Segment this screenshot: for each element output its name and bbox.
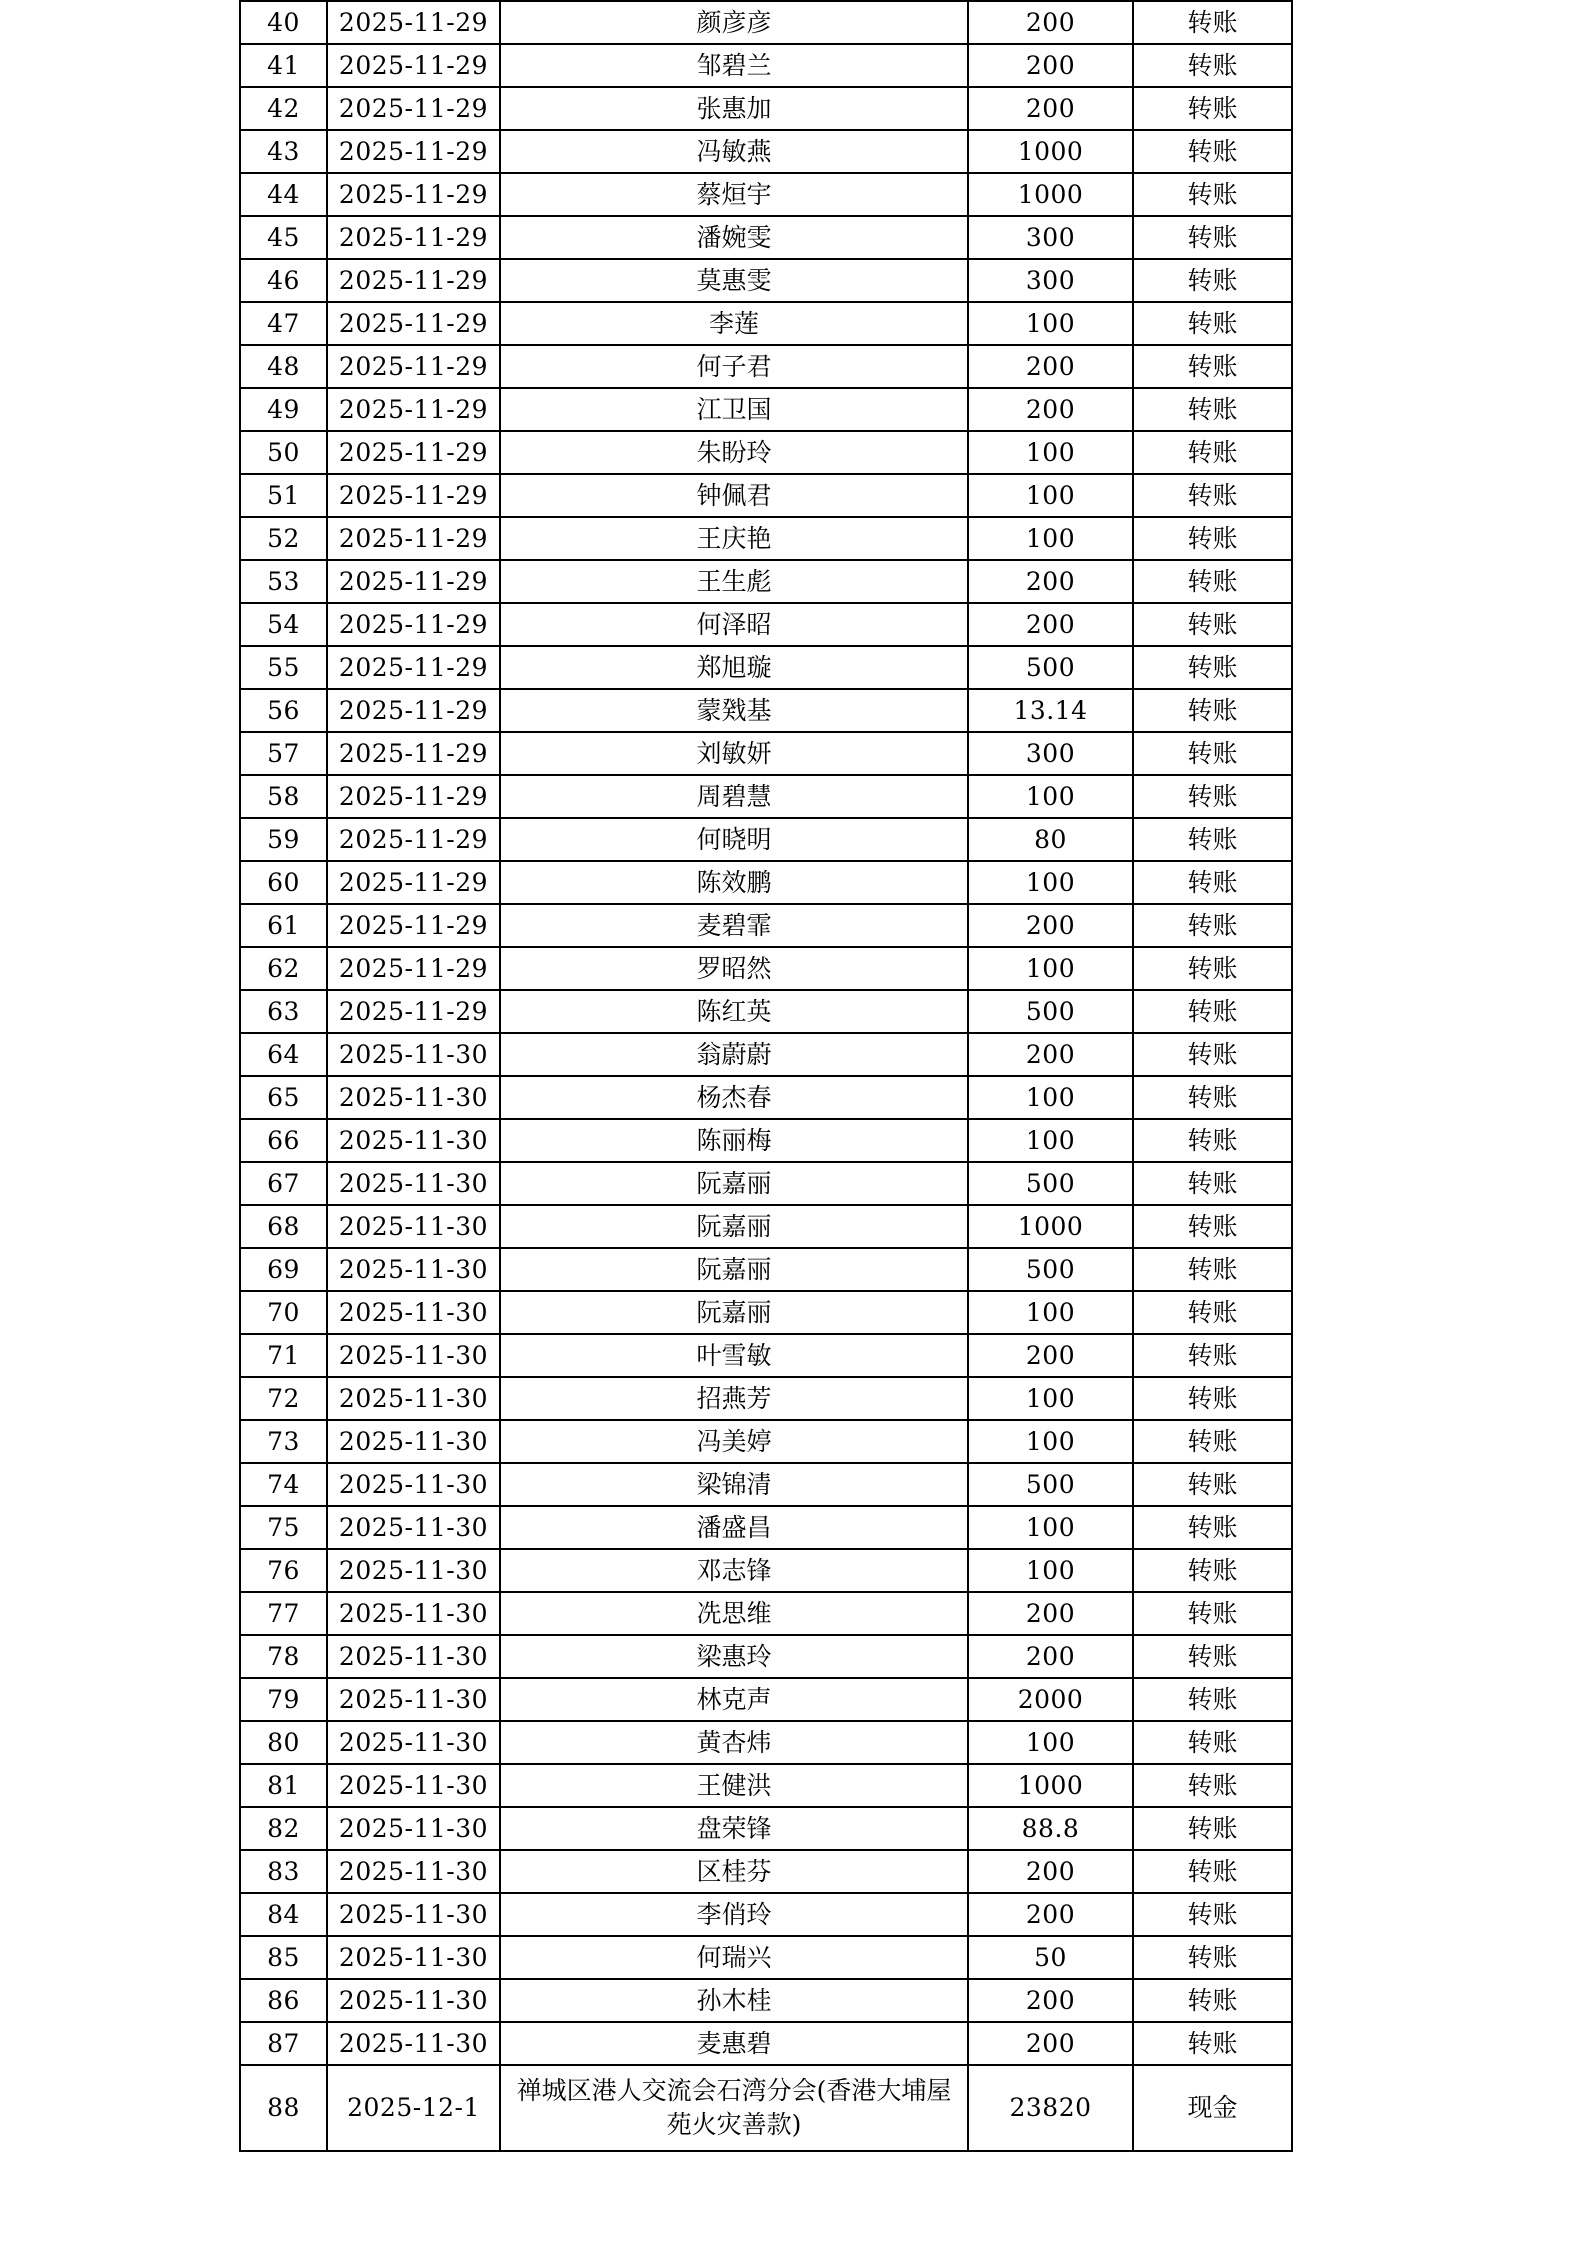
payment-method-cell: 转账 — [1133, 302, 1292, 345]
row-number-cell: 44 — [240, 173, 327, 216]
table-row — [240, 1506, 1292, 1549]
payment-method-cell: 转账 — [1133, 1033, 1292, 1076]
table-row — [240, 603, 1292, 646]
table-row — [240, 1, 1292, 44]
amount-cell: 100 — [968, 1076, 1133, 1119]
donor-name-cell: 周碧慧 — [500, 775, 968, 818]
amount-cell: 500 — [968, 1162, 1133, 1205]
payment-method-cell: 转账 — [1133, 1635, 1292, 1678]
donor-name-cell: 罗昭然 — [500, 947, 968, 990]
date-cell: 2025-11-30 — [327, 1377, 500, 1420]
payment-method-cell: 转账 — [1133, 1205, 1292, 1248]
payment-method-cell: 转账 — [1133, 1377, 1292, 1420]
donor-name-cell: 潘婉雯 — [500, 216, 968, 259]
row-number-cell: 50 — [240, 431, 327, 474]
table-row — [240, 1205, 1292, 1248]
amount-cell: 200 — [968, 1979, 1133, 2022]
amount-cell: 100 — [968, 1721, 1133, 1764]
table-row — [240, 173, 1292, 216]
row-number-cell: 59 — [240, 818, 327, 861]
amount-cell: 80 — [968, 818, 1133, 861]
payment-method-cell: 转账 — [1133, 431, 1292, 474]
amount-cell: 200 — [968, 1850, 1133, 1893]
donor-name-cell: 黄杏炜 — [500, 1721, 968, 1764]
table-row — [240, 1592, 1292, 1635]
payment-method-cell: 转账 — [1133, 130, 1292, 173]
date-cell: 2025-11-30 — [327, 1420, 500, 1463]
donor-name-cell: 蔡烜宇 — [500, 173, 968, 216]
table-row — [240, 431, 1292, 474]
date-cell: 2025-12-1 — [327, 2065, 500, 2151]
table-row — [240, 1119, 1292, 1162]
amount-cell: 50 — [968, 1936, 1133, 1979]
row-number-cell: 64 — [240, 1033, 327, 1076]
donor-name-cell: 杨杰春 — [500, 1076, 968, 1119]
payment-method-cell: 转账 — [1133, 1979, 1292, 2022]
date-cell: 2025-11-29 — [327, 345, 500, 388]
table-row — [240, 2022, 1292, 2065]
payment-method-cell: 转账 — [1133, 1334, 1292, 1377]
date-cell: 2025-11-29 — [327, 130, 500, 173]
row-number-cell: 47 — [240, 302, 327, 345]
row-number-cell: 49 — [240, 388, 327, 431]
table-row — [240, 1291, 1292, 1334]
date-cell: 2025-11-29 — [327, 474, 500, 517]
payment-method-cell: 转账 — [1133, 87, 1292, 130]
amount-cell: 23820 — [968, 2065, 1133, 2151]
table-row — [240, 1248, 1292, 1291]
row-number-cell: 58 — [240, 775, 327, 818]
date-cell: 2025-11-29 — [327, 947, 500, 990]
amount-cell: 200 — [968, 388, 1133, 431]
payment-method-cell: 转账 — [1133, 44, 1292, 87]
table-row — [240, 990, 1292, 1033]
amount-cell: 100 — [968, 1420, 1133, 1463]
table-row — [240, 1893, 1292, 1936]
date-cell: 2025-11-30 — [327, 1205, 500, 1248]
amount-cell: 100 — [968, 1377, 1133, 1420]
row-number-cell: 75 — [240, 1506, 327, 1549]
table-row — [240, 1549, 1292, 1592]
row-number-cell: 68 — [240, 1205, 327, 1248]
payment-method-cell: 转账 — [1133, 689, 1292, 732]
donor-name-cell: 何子君 — [500, 345, 968, 388]
date-cell: 2025-11-29 — [327, 775, 500, 818]
row-number-cell: 79 — [240, 1678, 327, 1721]
date-cell: 2025-11-29 — [327, 689, 500, 732]
date-cell: 2025-11-29 — [327, 646, 500, 689]
row-number-cell: 45 — [240, 216, 327, 259]
row-number-cell: 55 — [240, 646, 327, 689]
table-row — [240, 1721, 1292, 1764]
date-cell: 2025-11-30 — [327, 1678, 500, 1721]
row-number-cell: 70 — [240, 1291, 327, 1334]
amount-cell: 1000 — [968, 173, 1133, 216]
donor-name-cell: 何晓明 — [500, 818, 968, 861]
donor-name-cell: 阮嘉丽 — [500, 1205, 968, 1248]
donor-name-cell: 盘荣锋 — [500, 1807, 968, 1850]
row-number-cell: 86 — [240, 1979, 327, 2022]
date-cell: 2025-11-30 — [327, 1119, 500, 1162]
donor-name-cell: 林克声 — [500, 1678, 968, 1721]
row-number-cell: 57 — [240, 732, 327, 775]
donor-name-cell: 区桂芬 — [500, 1850, 968, 1893]
donor-name-cell: 陈红英 — [500, 990, 968, 1033]
payment-method-cell: 转账 — [1133, 1420, 1292, 1463]
date-cell: 2025-11-29 — [327, 259, 500, 302]
amount-cell: 100 — [968, 947, 1133, 990]
amount-cell: 100 — [968, 474, 1133, 517]
donor-name-cell: 李俏玲 — [500, 1893, 968, 1936]
date-cell: 2025-11-30 — [327, 1936, 500, 1979]
amount-cell: 200 — [968, 560, 1133, 603]
donation-table — [239, 0, 1293, 2152]
date-cell: 2025-11-29 — [327, 560, 500, 603]
date-cell: 2025-11-30 — [327, 1463, 500, 1506]
table-row — [240, 1033, 1292, 1076]
payment-method-cell: 转账 — [1133, 1506, 1292, 1549]
donor-name-cell: 邹碧兰 — [500, 44, 968, 87]
table-row — [240, 1936, 1292, 1979]
donor-name-cell: 蒙戣基 — [500, 689, 968, 732]
donor-name-cell: 王生彪 — [500, 560, 968, 603]
payment-method-cell: 转账 — [1133, 1678, 1292, 1721]
donor-name-cell: 陈效鹏 — [500, 861, 968, 904]
amount-cell: 200 — [968, 1635, 1133, 1678]
table-row — [240, 1076, 1292, 1119]
payment-method-cell: 转账 — [1133, 560, 1292, 603]
row-number-cell: 60 — [240, 861, 327, 904]
donor-name-cell: 招燕芳 — [500, 1377, 968, 1420]
amount-cell: 100 — [968, 1291, 1133, 1334]
row-number-cell: 40 — [240, 1, 327, 44]
date-cell: 2025-11-29 — [327, 44, 500, 87]
date-cell: 2025-11-30 — [327, 1291, 500, 1334]
row-number-cell: 63 — [240, 990, 327, 1033]
date-cell: 2025-11-30 — [327, 1764, 500, 1807]
date-cell: 2025-11-30 — [327, 1162, 500, 1205]
amount-cell: 500 — [968, 646, 1133, 689]
table-row — [240, 1420, 1292, 1463]
donor-name-cell: 莫惠雯 — [500, 259, 968, 302]
amount-cell: 200 — [968, 1893, 1133, 1936]
date-cell: 2025-11-30 — [327, 1807, 500, 1850]
row-number-cell: 72 — [240, 1377, 327, 1420]
table-row — [240, 1850, 1292, 1893]
amount-cell: 500 — [968, 1248, 1133, 1291]
donor-name-cell: 郑旭璇 — [500, 646, 968, 689]
table-row — [240, 775, 1292, 818]
date-cell: 2025-11-30 — [327, 1592, 500, 1635]
payment-method-cell: 转账 — [1133, 216, 1292, 259]
donor-name-cell: 梁惠玲 — [500, 1635, 968, 1678]
donation-table-body — [240, 1, 1292, 2151]
table-row — [240, 216, 1292, 259]
row-number-cell: 65 — [240, 1076, 327, 1119]
date-cell: 2025-11-29 — [327, 517, 500, 560]
table-row — [240, 388, 1292, 431]
table-row — [240, 1463, 1292, 1506]
table-row — [240, 732, 1292, 775]
date-cell: 2025-11-29 — [327, 302, 500, 345]
row-number-cell: 80 — [240, 1721, 327, 1764]
amount-cell: 100 — [968, 861, 1133, 904]
date-cell: 2025-11-30 — [327, 1076, 500, 1119]
table-row — [240, 1678, 1292, 1721]
row-number-cell: 67 — [240, 1162, 327, 1205]
row-number-cell: 48 — [240, 345, 327, 388]
row-number-cell: 43 — [240, 130, 327, 173]
donor-name-cell: 梁锦清 — [500, 1463, 968, 1506]
amount-cell: 200 — [968, 44, 1133, 87]
table-row — [240, 646, 1292, 689]
amount-cell: 200 — [968, 2022, 1133, 2065]
donor-name-cell: 孙木桂 — [500, 1979, 968, 2022]
date-cell: 2025-11-29 — [327, 388, 500, 431]
amount-cell: 100 — [968, 1506, 1133, 1549]
payment-method-cell: 转账 — [1133, 1, 1292, 44]
payment-method-cell: 转账 — [1133, 904, 1292, 947]
amount-cell: 100 — [968, 517, 1133, 560]
donor-name-cell: 陈丽梅 — [500, 1119, 968, 1162]
payment-method-cell: 转账 — [1133, 517, 1292, 560]
payment-method-cell: 转账 — [1133, 861, 1292, 904]
amount-cell: 200 — [968, 1033, 1133, 1076]
table-row — [240, 1979, 1292, 2022]
date-cell: 2025-11-29 — [327, 732, 500, 775]
payment-method-cell: 转账 — [1133, 474, 1292, 517]
donor-name-cell: 阮嘉丽 — [500, 1248, 968, 1291]
date-cell: 2025-11-30 — [327, 1248, 500, 1291]
row-number-cell: 66 — [240, 1119, 327, 1162]
amount-cell: 200 — [968, 603, 1133, 646]
donor-name-cell: 叶雪敏 — [500, 1334, 968, 1377]
donor-name-cell: 邓志锋 — [500, 1549, 968, 1592]
amount-cell: 88.8 — [968, 1807, 1133, 1850]
payment-method-cell: 转账 — [1133, 1893, 1292, 1936]
payment-method-cell: 转账 — [1133, 1936, 1292, 1979]
amount-cell: 13.14 — [968, 689, 1133, 732]
row-number-cell: 77 — [240, 1592, 327, 1635]
payment-method-cell: 转账 — [1133, 259, 1292, 302]
table-row — [240, 345, 1292, 388]
date-cell: 2025-11-29 — [327, 216, 500, 259]
table-row — [240, 1807, 1292, 1850]
table-row — [240, 1764, 1292, 1807]
date-cell: 2025-11-30 — [327, 1850, 500, 1893]
table-row — [240, 517, 1292, 560]
amount-cell: 300 — [968, 259, 1133, 302]
payment-method-cell: 转账 — [1133, 947, 1292, 990]
donor-name-cell: 阮嘉丽 — [500, 1162, 968, 1205]
payment-method-cell: 现金 — [1133, 2065, 1292, 2151]
payment-method-cell: 转账 — [1133, 1850, 1292, 1893]
payment-method-cell: 转账 — [1133, 732, 1292, 775]
table-row — [240, 1162, 1292, 1205]
payment-method-cell: 转账 — [1133, 1291, 1292, 1334]
amount-cell: 200 — [968, 345, 1133, 388]
date-cell: 2025-11-29 — [327, 173, 500, 216]
row-number-cell: 52 — [240, 517, 327, 560]
amount-cell: 200 — [968, 1, 1133, 44]
row-number-cell: 73 — [240, 1420, 327, 1463]
table-row — [240, 474, 1292, 517]
row-number-cell: 81 — [240, 1764, 327, 1807]
donor-name-cell: 江卫国 — [500, 388, 968, 431]
row-number-cell: 74 — [240, 1463, 327, 1506]
date-cell: 2025-11-29 — [327, 818, 500, 861]
table-row — [240, 818, 1292, 861]
amount-cell: 2000 — [968, 1678, 1133, 1721]
row-number-cell: 53 — [240, 560, 327, 603]
table-row — [240, 904, 1292, 947]
payment-method-cell: 转账 — [1133, 1119, 1292, 1162]
table-row — [240, 1635, 1292, 1678]
amount-cell: 1000 — [968, 1764, 1133, 1807]
date-cell: 2025-11-29 — [327, 603, 500, 646]
payment-method-cell: 转账 — [1133, 345, 1292, 388]
donor-name-cell: 冯美婷 — [500, 1420, 968, 1463]
date-cell: 2025-11-29 — [327, 431, 500, 474]
payment-method-cell: 转账 — [1133, 1549, 1292, 1592]
donor-name-cell: 何泽昭 — [500, 603, 968, 646]
date-cell: 2025-11-29 — [327, 904, 500, 947]
table-row — [240, 1377, 1292, 1420]
row-number-cell: 46 — [240, 259, 327, 302]
date-cell: 2025-11-30 — [327, 1549, 500, 1592]
donor-name-cell: 禅城区港人交流会石湾分会(香港大埔屋苑火灾善款) — [500, 2065, 968, 2151]
amount-cell: 100 — [968, 302, 1133, 345]
payment-method-cell: 转账 — [1133, 775, 1292, 818]
donor-name-cell: 李莲 — [500, 302, 968, 345]
date-cell: 2025-11-30 — [327, 1635, 500, 1678]
amount-cell: 1000 — [968, 130, 1133, 173]
table-row — [240, 689, 1292, 732]
donor-name-cell: 麦惠碧 — [500, 2022, 968, 2065]
donor-name-cell: 颜彦彦 — [500, 1, 968, 44]
payment-method-cell: 转账 — [1133, 1463, 1292, 1506]
payment-method-cell: 转账 — [1133, 1592, 1292, 1635]
table-row — [240, 947, 1292, 990]
date-cell: 2025-11-29 — [327, 861, 500, 904]
donor-name-cell: 翁蔚蔚 — [500, 1033, 968, 1076]
donor-name-cell: 冼思维 — [500, 1592, 968, 1635]
amount-cell: 200 — [968, 87, 1133, 130]
row-number-cell: 51 — [240, 474, 327, 517]
row-number-cell: 83 — [240, 1850, 327, 1893]
payment-method-cell: 转账 — [1133, 173, 1292, 216]
payment-method-cell: 转账 — [1133, 1248, 1292, 1291]
donor-name-cell: 冯敏燕 — [500, 130, 968, 173]
amount-cell: 300 — [968, 732, 1133, 775]
date-cell: 2025-11-30 — [327, 1893, 500, 1936]
row-number-cell: 78 — [240, 1635, 327, 1678]
row-number-cell: 61 — [240, 904, 327, 947]
table-row — [240, 130, 1292, 173]
row-number-cell: 41 — [240, 44, 327, 87]
payment-method-cell: 转账 — [1133, 1764, 1292, 1807]
payment-method-cell: 转账 — [1133, 388, 1292, 431]
date-cell: 2025-11-30 — [327, 1979, 500, 2022]
table-row — [240, 44, 1292, 87]
payment-method-cell: 转账 — [1133, 990, 1292, 1033]
payment-method-cell: 转账 — [1133, 603, 1292, 646]
row-number-cell: 88 — [240, 2065, 327, 2151]
amount-cell: 100 — [968, 1549, 1133, 1592]
amount-cell: 200 — [968, 1592, 1133, 1635]
donor-name-cell: 何瑞兴 — [500, 1936, 968, 1979]
table-row — [240, 1334, 1292, 1377]
donor-name-cell: 阮嘉丽 — [500, 1291, 968, 1334]
donor-name-cell: 朱盼玲 — [500, 431, 968, 474]
table-row — [240, 2065, 1292, 2151]
row-number-cell: 62 — [240, 947, 327, 990]
table-row — [240, 560, 1292, 603]
row-number-cell: 54 — [240, 603, 327, 646]
row-number-cell: 69 — [240, 1248, 327, 1291]
date-cell: 2025-11-29 — [327, 990, 500, 1033]
payment-method-cell: 转账 — [1133, 646, 1292, 689]
row-number-cell: 42 — [240, 87, 327, 130]
row-number-cell: 71 — [240, 1334, 327, 1377]
payment-method-cell: 转账 — [1133, 1721, 1292, 1764]
donor-name-cell: 张惠加 — [500, 87, 968, 130]
date-cell: 2025-11-29 — [327, 87, 500, 130]
donor-name-cell: 王庆艳 — [500, 517, 968, 560]
donor-name-cell: 刘敏妍 — [500, 732, 968, 775]
date-cell: 2025-11-30 — [327, 1334, 500, 1377]
donor-name-cell: 王健洪 — [500, 1764, 968, 1807]
row-number-cell: 56 — [240, 689, 327, 732]
amount-cell: 200 — [968, 1334, 1133, 1377]
row-number-cell: 85 — [240, 1936, 327, 1979]
date-cell: 2025-11-30 — [327, 1721, 500, 1764]
payment-method-cell: 转账 — [1133, 818, 1292, 861]
date-cell: 2025-11-30 — [327, 2022, 500, 2065]
payment-method-cell: 转账 — [1133, 2022, 1292, 2065]
date-cell: 2025-11-29 — [327, 1, 500, 44]
amount-cell: 300 — [968, 216, 1133, 259]
table-row — [240, 259, 1292, 302]
payment-method-cell: 转账 — [1133, 1162, 1292, 1205]
row-number-cell: 87 — [240, 2022, 327, 2065]
amount-cell: 100 — [968, 775, 1133, 818]
payment-method-cell: 转账 — [1133, 1807, 1292, 1850]
donor-name-cell: 钟佩君 — [500, 474, 968, 517]
amount-cell: 100 — [968, 1119, 1133, 1162]
amount-cell: 200 — [968, 904, 1133, 947]
amount-cell: 100 — [968, 431, 1133, 474]
table-row — [240, 861, 1292, 904]
table-row — [240, 302, 1292, 345]
donor-name-cell: 潘盛昌 — [500, 1506, 968, 1549]
row-number-cell: 82 — [240, 1807, 327, 1850]
payment-method-cell: 转账 — [1133, 1076, 1292, 1119]
date-cell: 2025-11-30 — [327, 1506, 500, 1549]
row-number-cell: 84 — [240, 1893, 327, 1936]
amount-cell: 500 — [968, 1463, 1133, 1506]
donor-name-cell: 麦碧霏 — [500, 904, 968, 947]
amount-cell: 1000 — [968, 1205, 1133, 1248]
table-row — [240, 87, 1292, 130]
row-number-cell: 76 — [240, 1549, 327, 1592]
date-cell: 2025-11-30 — [327, 1033, 500, 1076]
amount-cell: 500 — [968, 990, 1133, 1033]
